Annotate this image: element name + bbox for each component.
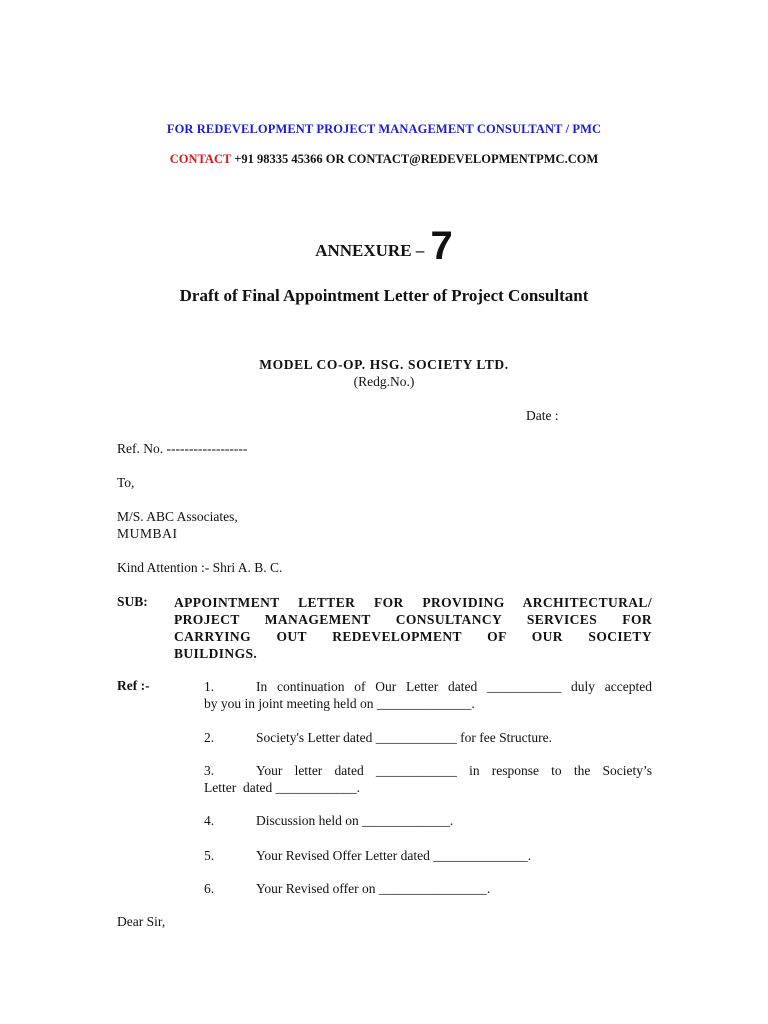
reference-text-continued: by you in joint meeting held on ______________. bbox=[204, 696, 475, 711]
subject-line: APPOINTMENT LETTER FOR PROVIDING ARCHITECTURAL/ bbox=[174, 595, 652, 610]
annexure-number: 7 bbox=[430, 224, 453, 268]
reference-number-label: 4. bbox=[204, 813, 215, 828]
contact-details: +91 98335 45366 OR CONTACT@REDEVELOPMENTPMC.COM bbox=[231, 152, 599, 166]
subject-label: SUB: bbox=[117, 594, 148, 609]
reference-item bbox=[204, 729, 652, 746]
header-contact-line bbox=[0, 152, 768, 167]
date-label: Date : bbox=[526, 408, 559, 423]
reference-item bbox=[204, 880, 652, 897]
subject-line: PROJECT MANAGEMENT CONSULTANCY SERVICES FOR bbox=[174, 612, 652, 627]
addressee-city: MUMBAI bbox=[117, 526, 178, 541]
references-label: Ref :- bbox=[117, 678, 150, 693]
to-line: To, bbox=[117, 475, 135, 490]
kind-attention: Kind Attention :- Shri A. B. C. bbox=[117, 560, 283, 575]
society-name: MODEL CO-OP. HSG. SOCIETY LTD. bbox=[259, 357, 509, 372]
reference-text: Your letter dated ____________ in response to the Society’s bbox=[256, 763, 652, 778]
salutation: Dear Sir, bbox=[117, 914, 166, 929]
contact-label: CONTACT bbox=[169, 152, 232, 166]
reference-number-label: 6. bbox=[204, 881, 215, 896]
society-registration: (Redg.No.) bbox=[353, 374, 415, 389]
subject-line: BUILDINGS. bbox=[174, 646, 258, 661]
reference-number-label: 5. bbox=[204, 848, 215, 863]
reference-item bbox=[204, 678, 652, 712]
reference-text: Your Revised Offer Letter dated ______________. bbox=[256, 848, 532, 863]
reference-text: Discussion held on _____________. bbox=[256, 813, 454, 828]
addressee-firm: M/S. ABC Associates, bbox=[117, 509, 238, 524]
reference-text: Your Revised offer on ________________. bbox=[256, 881, 491, 896]
reference-number-label: 3. bbox=[204, 763, 215, 778]
reference-number-label: 1. bbox=[204, 679, 215, 694]
reference-text-continued: Letter dated ____________. bbox=[204, 780, 360, 795]
annexure-label: ANNEXURE – bbox=[315, 241, 429, 260]
subject-line: CARRYING OUT REDEVELOPMENT OF OUR SOCIETY bbox=[174, 629, 652, 644]
reference-item bbox=[204, 762, 652, 796]
reference-item bbox=[204, 812, 652, 829]
subject-text bbox=[174, 594, 652, 662]
header-pmc-line: FOR REDEVELOPMENT PROJECT MANAGEMENT CONSULTANT / PMC bbox=[166, 122, 602, 136]
reference-item bbox=[204, 847, 652, 864]
reference-number-label: 2. bbox=[204, 730, 215, 745]
reference-number: Ref. No. ------------------ bbox=[117, 441, 248, 456]
reference-text: In continuation of Our Letter dated ___________ duly accepted bbox=[256, 679, 652, 694]
document-title: Draft of Final Appointment Letter of Project Consultant bbox=[179, 286, 589, 305]
annexure-heading bbox=[0, 224, 768, 269]
reference-text: Society's Letter dated ____________ for fee Structure. bbox=[256, 730, 552, 745]
